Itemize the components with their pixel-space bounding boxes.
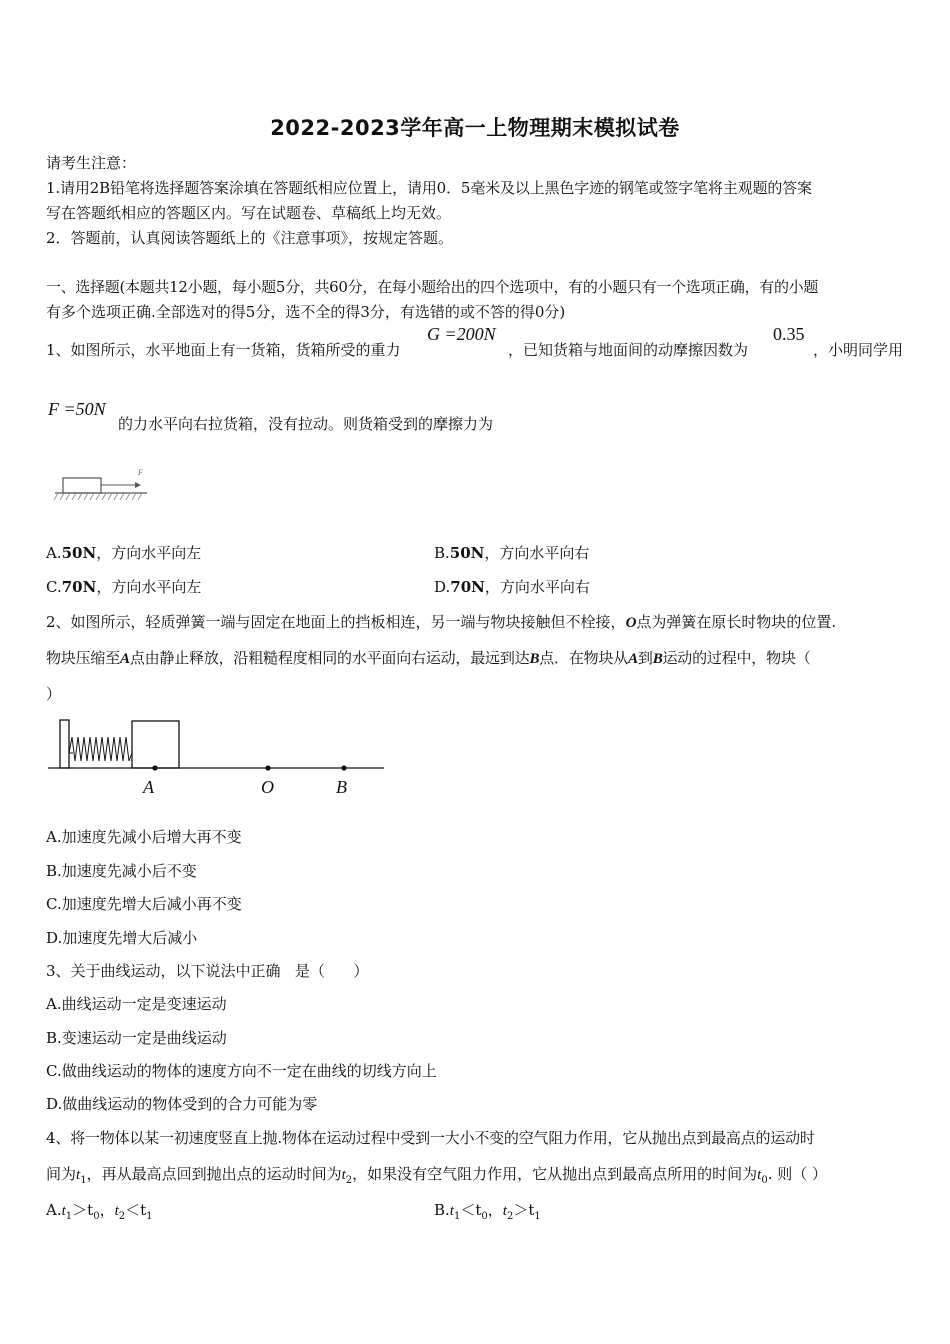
label-a: A xyxy=(143,777,154,797)
notice-line-2: 写在答题纸相应的答题区内。写在试题卷、草稿纸上均无效。 xyxy=(46,204,452,222)
wall-plate xyxy=(60,720,69,768)
block xyxy=(132,721,179,768)
q3-option-d: D.做曲线运动的物体受到的合力可能为零 xyxy=(46,1095,318,1113)
q1-friction-coefficient: 0.35 xyxy=(773,324,805,344)
force-arrow-head xyxy=(135,482,141,488)
point-b xyxy=(341,765,346,770)
q1-option-b: B.50N，方向水平向右 xyxy=(434,544,590,562)
ground-hatching xyxy=(54,493,142,500)
q2-option-d: D.加速度先增大后减小 xyxy=(46,929,198,947)
notice-heading: 请考生注意： xyxy=(46,154,137,172)
q1-crate-figure xyxy=(50,462,150,508)
q1-stem-part-2: ，已知货箱与地面间的动摩擦因数为 xyxy=(508,341,749,359)
q1-stem-part-4: 的力水平向右拉货箱，没有拉动。则货箱受到的摩擦力为 xyxy=(118,415,494,433)
point-o xyxy=(265,765,270,770)
q2-spring-figure xyxy=(46,715,388,800)
force-label: F xyxy=(138,468,143,477)
section-instructions-line-2: 有多个选项正确.全部选对的得5分，选不全的得3分，有选错的或不答的得0分) xyxy=(46,303,566,321)
q1-stem-part-1: 1、如图所示，水平地面上有一货箱，货箱所受的重力 xyxy=(46,341,401,359)
notice-line-1: 1.请用2B铅笔将选择题答案涂填在答题纸相应位置上，请用0．5毫米及以上黑色字迹的钢笔或签字笔将主观题的答案 xyxy=(46,179,812,197)
point-a xyxy=(152,765,157,770)
label-o: O xyxy=(261,777,274,797)
page-title: 2022-2023学年高一上物理期末模拟试卷 xyxy=(270,116,680,140)
q1-option-a: A.50N，方向水平向左 xyxy=(46,544,202,562)
crate-box xyxy=(63,478,101,493)
q2-option-b: B.加速度先减小后不变 xyxy=(46,862,197,880)
notice-line-3: 2．答题前，认真阅读答题纸上的《注意事项》，按规定答题。 xyxy=(46,229,454,247)
q3-stem: 3、关于曲线运动，以下说法中正确 是（ ） xyxy=(46,962,369,980)
q2-stem-line-3: ） xyxy=(46,685,62,703)
q1-gravity-formula: G =200N xyxy=(427,324,496,344)
spring xyxy=(69,737,132,761)
q4-option-b: $B.t_1<t_0$，$t_2>t_1$ xyxy=(434,1201,541,1222)
q4-option-a: $A.t_1>t_0$，$t_2<t_1$ xyxy=(46,1201,153,1222)
q4-stem-line-1: 4、将一物体以某一初速度竖直上抛.物体在运动过程中受到一大小不变的空气阻力作用，它从抛出点到最高点的运动时 xyxy=(46,1129,815,1147)
label-b: B xyxy=(336,777,347,797)
q2-stem-line-2: 物块压缩至A点由静止释放，沿粗糙程度相同的水平面向右运动，最远到达B点．在物块从A到B运动的过程中，物块（ xyxy=(46,649,811,667)
q2-option-c: C.加速度先增大后减小再不变 xyxy=(46,895,242,913)
section-instructions-line-1: 一、选择题(本题共12小题，每小题5分，共60分，在每小题给出的四个选项中，有的小题只有一个选项正确，有的小题 xyxy=(46,278,819,296)
q2-stem-line-1: 2、如图所示，轻质弹簧一端与固定在地面上的挡板相连，另一端与物块接触但不栓接，O点为弹簧在原长时物块的位置. xyxy=(46,613,837,631)
q3-option-b: B.变速运动一定是曲线运动 xyxy=(46,1029,227,1047)
q1-force-formula: F =50N xyxy=(48,399,106,419)
q1-option-d: D.70N，方向水平向右 xyxy=(434,578,590,596)
q4-stem-line-2: 间为$t_1$，再从最高点回到抛出点的运动时间为$t_2$，如果没有空气阻力作用，它从抛出点到最高点所用的时间为$t_0$. 则（ ） xyxy=(46,1165,827,1186)
q1-stem-part-3: ，小明同学用 xyxy=(813,341,904,359)
q3-option-a: A.曲线运动一定是变速运动 xyxy=(46,995,227,1013)
q1-option-c: C.70N，方向水平向左 xyxy=(46,578,202,596)
q3-option-c: C.做曲线运动的物体的速度方向不一定在曲线的切线方向上 xyxy=(46,1062,437,1080)
q2-option-a: A.加速度先减小后增大再不变 xyxy=(46,828,242,846)
